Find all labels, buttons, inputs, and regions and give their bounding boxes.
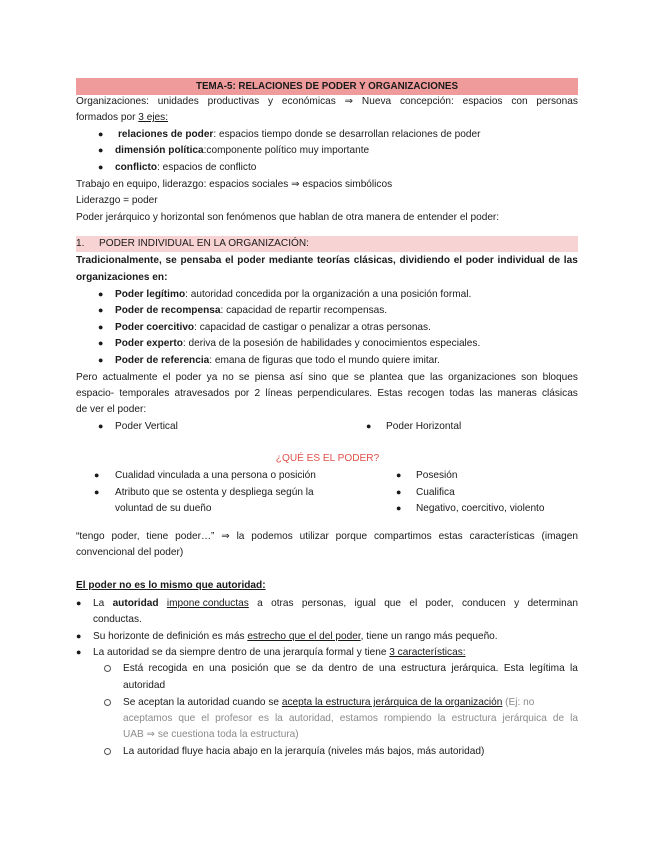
word: aceptamos (123, 713, 173, 724)
word: Tradicionalmente, (76, 255, 162, 266)
word: unidades (157, 96, 199, 107)
word: Organizaciones: (76, 96, 149, 107)
word: igual (354, 598, 376, 609)
word: “tengo (76, 531, 105, 542)
word: no (222, 372, 234, 383)
word: las (430, 372, 443, 383)
power-type-desc: : emana de figuras que todo el mundo quiere imitar. (209, 355, 440, 366)
word: sino (308, 372, 327, 383)
word: poder (237, 255, 266, 266)
word: y (268, 96, 274, 107)
power-type-term: Poder legítimo (115, 289, 186, 300)
word: son (521, 372, 538, 383)
word: poder, (111, 531, 140, 542)
word: temporales (119, 388, 170, 399)
word: personas, (301, 598, 347, 609)
authority-bullet-1-cont: conductas. (93, 614, 142, 625)
word: el (409, 598, 418, 609)
word: pensaba (180, 255, 222, 266)
word: impone conductas (166, 598, 249, 609)
b2-underlined: estrecho que el del poder (247, 631, 361, 642)
word: en (192, 663, 204, 674)
power-line: Poder jerárquico y horizontal son fenómenos que hablan de otra manera de entender el poder: (76, 212, 500, 223)
word: rompiendo (383, 713, 432, 724)
power-type-term: Poder de recompensa (115, 305, 221, 316)
word: jerárquica (502, 713, 547, 724)
word: con (511, 96, 528, 107)
bullet-icon: ● (98, 355, 104, 365)
word: 2 (254, 388, 261, 399)
bullet-icon: ● (98, 421, 104, 431)
bullet-icon: ● (98, 338, 104, 348)
word: la (437, 713, 446, 724)
bullet-icon: ● (98, 305, 104, 315)
sub-bullet-2 (123, 695, 534, 710)
word: espacio- (76, 388, 115, 399)
power-type-desc: : deriva de la posesión de habilidades y conocimientos especiales. (182, 338, 481, 349)
authority-bullet-3 (93, 645, 466, 660)
intro-line-2-text: formados por (76, 112, 139, 123)
word: estructura (401, 663, 447, 674)
current-line-3: de ver el poder: (76, 404, 147, 415)
power-type-item (115, 320, 431, 335)
circle-bullet-icon (104, 699, 111, 706)
word: económicas (281, 96, 336, 107)
three-axes-label: 3 ejes: (138, 112, 169, 123)
word: estamos (339, 713, 378, 724)
axis-term: dimensión política (115, 145, 204, 156)
word: teorías (316, 255, 351, 266)
right-item: Posesión (416, 470, 458, 481)
word: organizaciones (448, 372, 516, 383)
intro-line-1 (76, 94, 578, 109)
sub-bullet-2-cont (123, 711, 578, 726)
word: legítima (529, 663, 565, 674)
document-title: TEMA-5: RELACIONES DE PODER Y ORGANIZACIONES (76, 78, 578, 95)
section-heading-1 (76, 236, 578, 252)
word: se (295, 663, 307, 674)
horizontal-power: Poder Horizontal (386, 421, 462, 432)
word: Nueva (361, 96, 392, 107)
bullet-icon: ● (396, 503, 402, 513)
lead-line-2: organizaciones en: (76, 272, 168, 283)
current-line-1 (76, 370, 578, 385)
word: que (273, 663, 291, 674)
intro-line-2 (76, 110, 168, 125)
word: líneas (265, 388, 293, 399)
left-item: Cualidad vinculada a una persona o posición (115, 470, 316, 481)
word: es (258, 713, 269, 724)
word: por (234, 388, 250, 399)
sub-bullet-2-cont2: UAB ⇒ se cuestiona toda la estructura) (123, 729, 299, 740)
word: ⇒ (344, 96, 354, 107)
word: ⇒ (221, 531, 230, 542)
power-type-desc: : autoridad concedida por la organización a una posición formal. (185, 289, 472, 300)
word: autoridad (112, 598, 159, 609)
b3-pre: La autoridad se da siempre dentro de una jerarquía formal y tiene (93, 647, 390, 658)
word: atravesados (174, 388, 230, 399)
word: porque (335, 531, 368, 542)
word: la (570, 713, 578, 724)
word: determinan (527, 598, 578, 609)
word: el (201, 713, 210, 724)
word: da (311, 663, 324, 674)
axis-desc: : espacios tiempo donde se desarrollan relaciones de poder (213, 129, 481, 140)
axis-item (115, 143, 369, 158)
word: recogen (407, 388, 445, 399)
bullet-icon: ● (94, 470, 100, 480)
bullet-icon: ● (396, 470, 402, 480)
word: tiene (146, 531, 169, 542)
word: así (289, 372, 304, 383)
axis-term: conflicto (115, 162, 158, 173)
bullet-icon: ● (98, 162, 104, 172)
word: el (225, 255, 234, 266)
word: maneras (497, 388, 537, 399)
word: personas (536, 96, 578, 107)
word: otras (271, 598, 294, 609)
leadership-line: Liderazgo = poder (76, 195, 158, 206)
word: clásicas, (353, 255, 396, 266)
power-type-term: Poder coercitivo (115, 322, 195, 333)
word: autoridad, (288, 713, 334, 724)
word: que (178, 713, 196, 724)
power-type-item (115, 336, 480, 351)
authority-bullet-2 (93, 629, 498, 644)
word: la (570, 663, 578, 674)
word: las (563, 255, 578, 266)
word: que (408, 372, 425, 383)
word: el (453, 255, 463, 266)
axis-desc: :componente político muy importante (203, 145, 370, 156)
bullet-icon: ● (76, 598, 82, 608)
sub2-gray: (Ej: no (502, 697, 535, 708)
word: Estas (377, 388, 403, 399)
axis-desc: : espacios de conflicto (157, 162, 257, 173)
bullet-icon: ● (76, 631, 82, 641)
word: dentro (328, 663, 358, 674)
current-line-2 (76, 386, 578, 401)
b2-post: , tiene un rango más pequeño. (360, 631, 498, 642)
sub2-pre: Se aceptan la autoridad cuando se (123, 697, 282, 708)
power-type-term: Poder de referencia (115, 355, 210, 366)
bullet-icon: ● (94, 487, 100, 497)
word: compartimos (373, 531, 432, 542)
word: de (362, 663, 374, 674)
question-heading: ¿QUÉ ES EL PODER? (275, 453, 380, 464)
word: estructura (451, 713, 497, 724)
lead-line-1 (76, 253, 578, 268)
power-type-desc: : capacidad de repartir recompensas. (220, 305, 388, 316)
power-type-item (115, 287, 471, 302)
word: jerárquica. (451, 663, 499, 674)
word: concepción: (399, 96, 454, 107)
word: espacios (462, 96, 503, 107)
word: Pero (76, 372, 98, 383)
word: utilizar (299, 531, 329, 542)
word: dividiendo (399, 255, 450, 266)
bullet-icon: ● (98, 289, 104, 299)
bullet-icon: ● (98, 322, 104, 332)
word: productivas (207, 96, 260, 107)
authority-bullet-1 (93, 596, 578, 611)
word: bloques (542, 372, 578, 383)
power-type-item (115, 353, 440, 368)
power-type-term: Poder experto (115, 338, 183, 349)
left-item: Atributo que se ostenta y despliega según la (115, 487, 314, 498)
word: poder…” (175, 531, 215, 542)
circle-bullet-icon (104, 665, 111, 672)
word: ya (206, 372, 218, 383)
authority-heading: El poder no es lo mismo que autoridad: (76, 580, 266, 591)
word: poder (175, 372, 202, 383)
word: se (238, 372, 250, 383)
word: las (479, 388, 493, 399)
axis-item (115, 160, 256, 175)
word: Está (123, 663, 144, 674)
circle-bullet-icon (104, 748, 111, 755)
word: de (548, 255, 561, 266)
word: el (162, 372, 171, 383)
word: actualmente (102, 372, 158, 383)
b2-pre: Su horizonte de definición es más (93, 631, 248, 642)
word: (imagen (541, 531, 578, 542)
word: profesor (215, 713, 253, 724)
axis-term: relaciones de poder (118, 129, 214, 140)
word: Esta (503, 663, 525, 674)
word: y (514, 598, 520, 609)
word: la (236, 531, 245, 542)
word: poder, (425, 598, 454, 609)
word: una (209, 663, 226, 674)
word: características (469, 531, 535, 542)
word: a (257, 598, 263, 609)
sub2-underlined: acepta la estructura jerárquica de la organización (281, 697, 503, 708)
word: todas (449, 388, 475, 399)
bullet-icon: ● (98, 145, 104, 155)
axis-item (118, 127, 480, 142)
power-type-item (115, 303, 387, 318)
word: que (384, 598, 402, 609)
word: posición (231, 663, 269, 674)
word: mediante (268, 255, 314, 266)
word: poder (465, 255, 494, 266)
bullet-icon: ● (98, 129, 104, 139)
word: estas (438, 531, 463, 542)
word: se (165, 255, 177, 266)
word: individual (497, 255, 545, 266)
power-type-desc: : capacidad de castigar o penalizar a otras personas. (194, 322, 431, 333)
word: plantea (369, 372, 403, 383)
section-title: PODER INDIVIDUAL EN LA ORGANIZACIÓN: (99, 238, 309, 249)
word: perpendiculares. (297, 388, 373, 399)
bullet-icon: ● (366, 421, 372, 431)
word: recogida (148, 663, 188, 674)
word: se (353, 372, 365, 383)
vertical-power: Poder Vertical (115, 421, 178, 432)
right-item: Cualifica (416, 487, 455, 498)
right-item: Negativo, coercitivo, violento (416, 503, 545, 514)
word: la (274, 713, 283, 724)
bullet-icon: ● (76, 647, 82, 657)
left-item-cont: voluntad de su dueño (115, 503, 212, 514)
word: piensa (254, 372, 285, 383)
word: La (93, 598, 105, 609)
b3-underlined: 3 características: (389, 647, 466, 658)
word: de (552, 713, 565, 724)
sub-bullet-1-cont: autoridad (123, 680, 166, 691)
sub-bullet-1 (123, 661, 578, 676)
word: que (331, 372, 349, 383)
quote-line-2: convencional del poder) (76, 547, 184, 558)
teamwork-line: Trabajo en equipo, liderazgo: espacios sociales ⇒ espacios simbólicos (76, 179, 393, 190)
word: una (378, 663, 396, 674)
word: conducen (461, 598, 506, 609)
quote-line-1 (76, 529, 578, 544)
bullet-icon: ● (396, 487, 402, 497)
word: podemos (251, 531, 293, 542)
sub-bullet-3: La autoridad fluye hacia abajo en la jerarquía (niveles más bajos, más autoridad) (123, 746, 485, 757)
word: clásicas (541, 388, 578, 399)
section-number: 1. (76, 238, 85, 249)
